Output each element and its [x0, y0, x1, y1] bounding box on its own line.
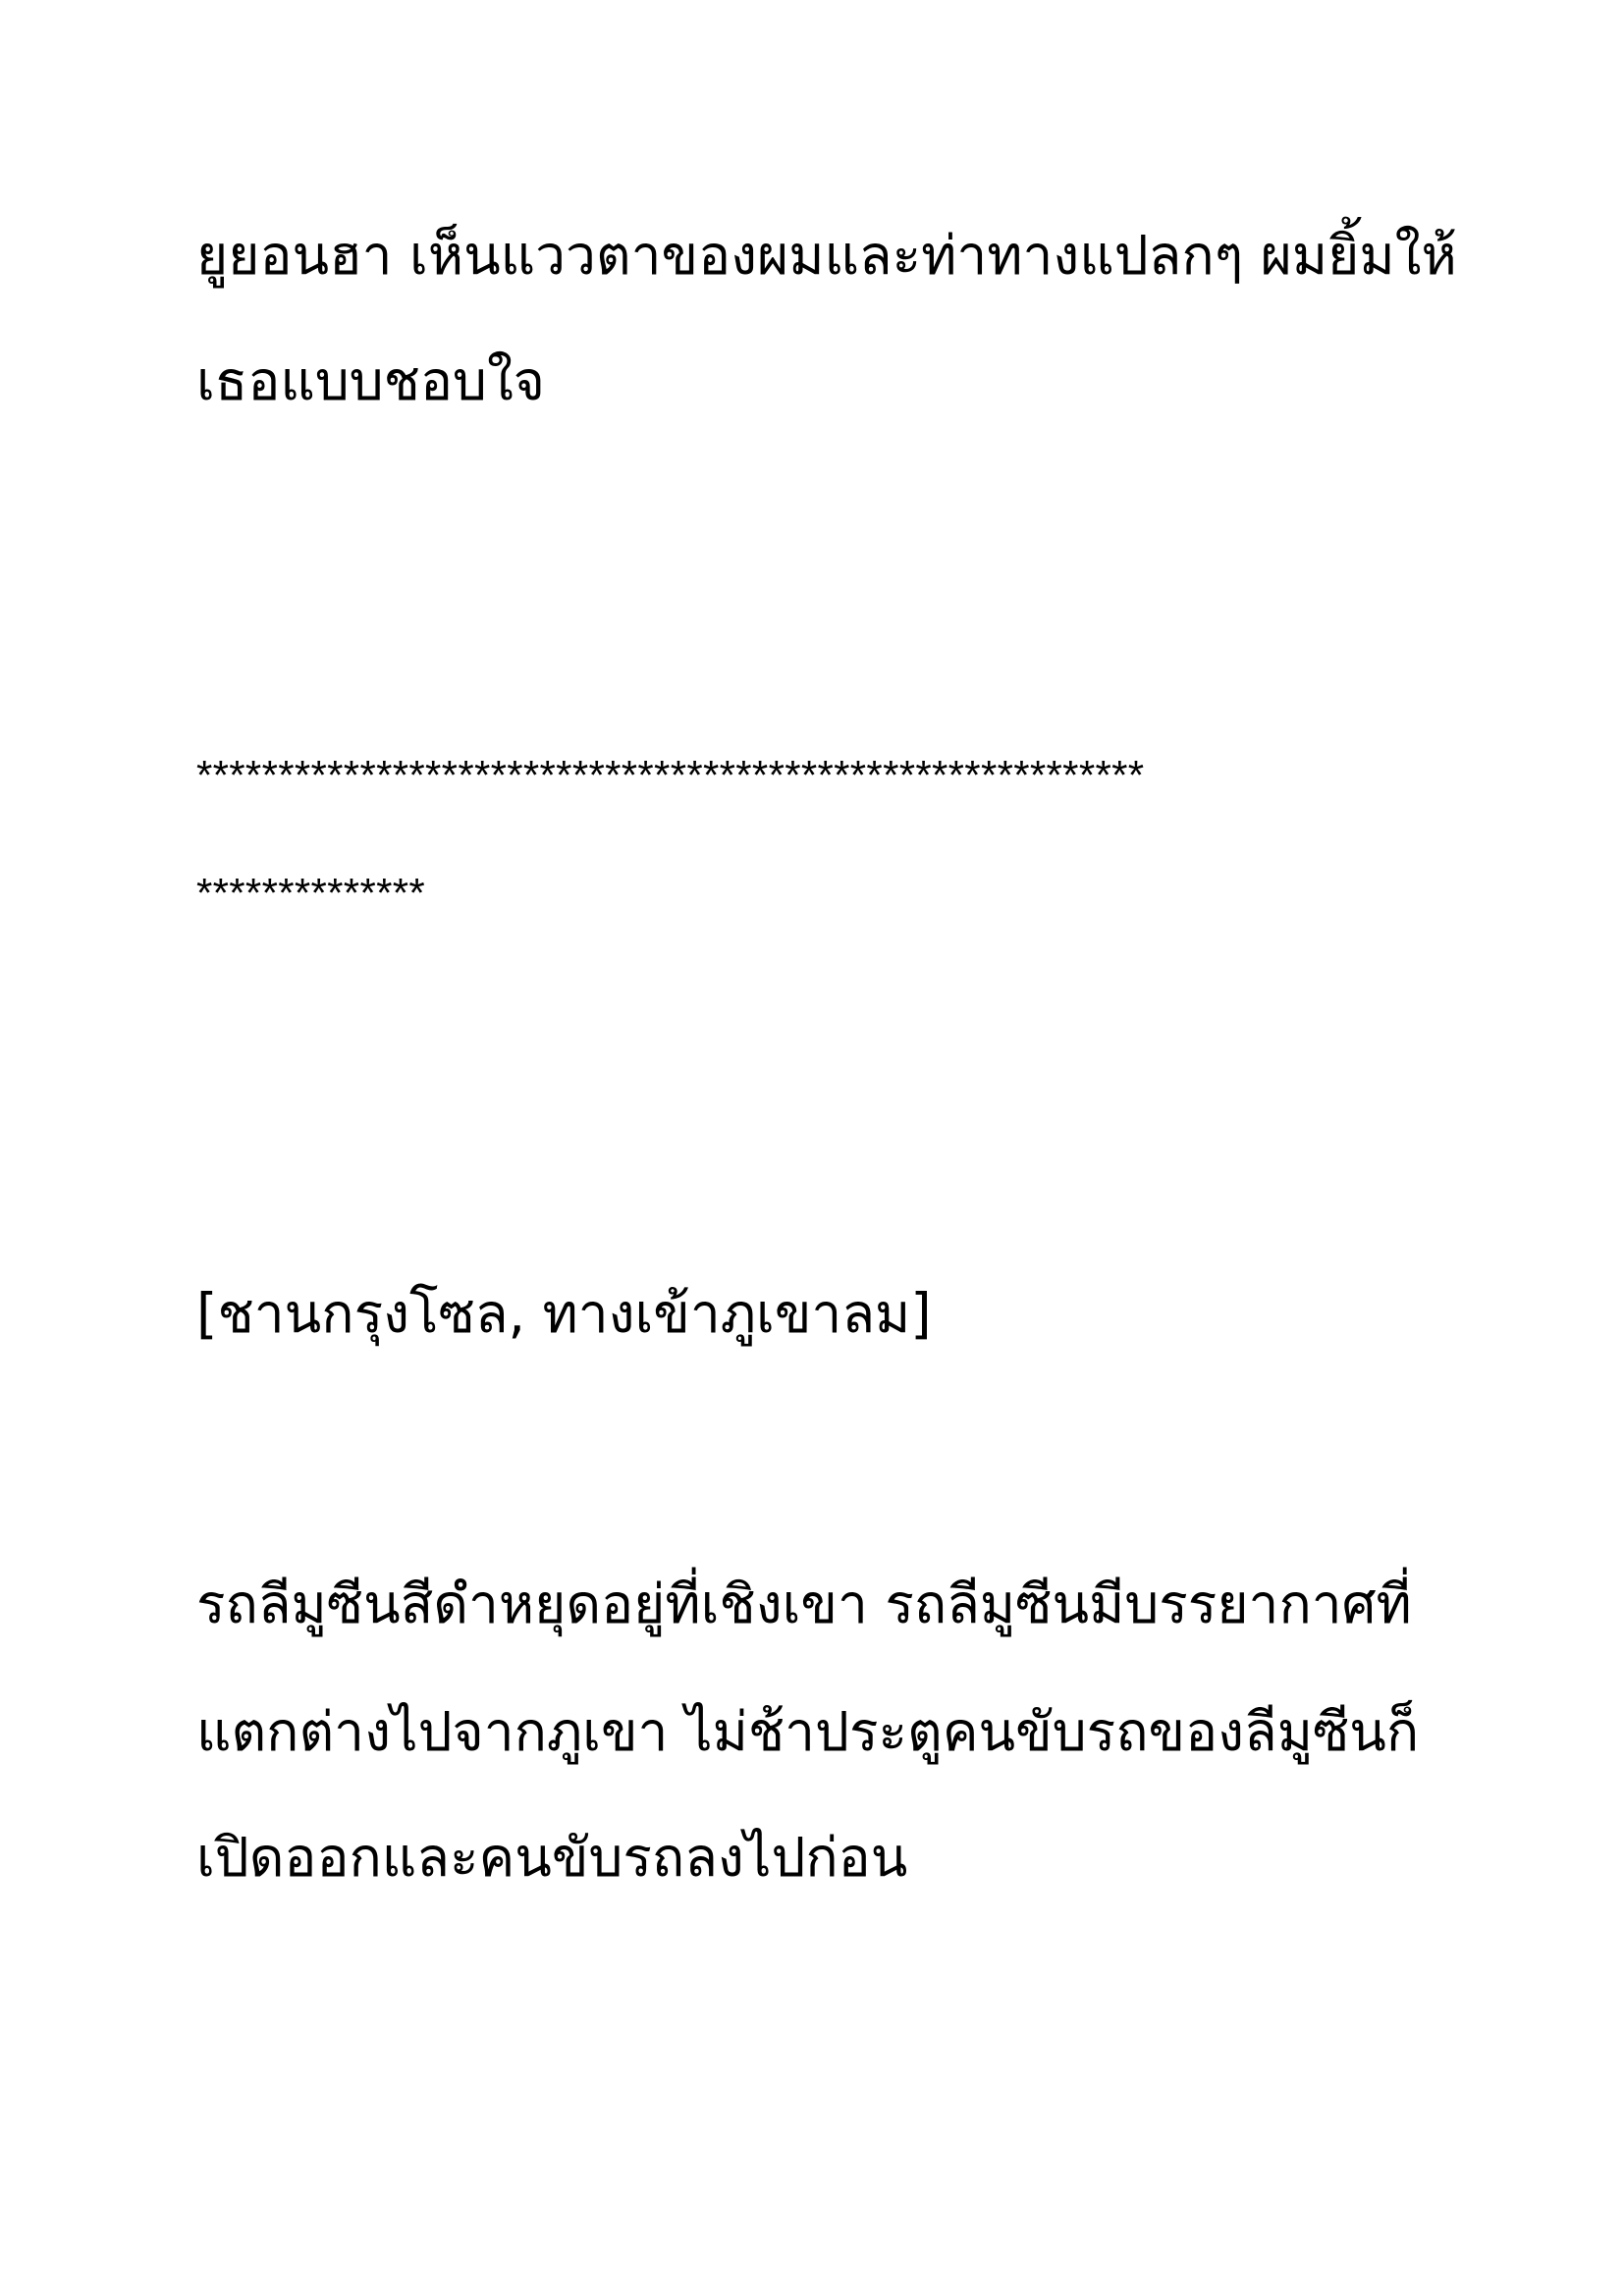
paragraph-1-line-1: ยูยอนฮา เห็นแววตาของผมและท่าทางแปลกๆ ผมยิ้มให้: [196, 224, 1457, 287]
paragraph-2-line-3: เปิดออกและคนขับรถลงไปก่อน: [196, 1826, 908, 1889]
paragraph-1-line-2: เธอแบบชอบใจ: [196, 349, 546, 412]
paragraph-2-line-2: แตกต่างไปจากภูเขา ไม่ช้าประตูคนขับรถของลีมูซีนก็: [196, 1700, 1420, 1763]
separator-line-2: **************: [196, 870, 426, 916]
scene-heading: [ชานกรุงโซล, ทางเข้าภูเขาลม]: [196, 1282, 932, 1345]
paragraph-2-line-1: รถลีมูซีนสีดำหยุดอยู่ที่เชิงเขา รถลีมูซีนมีบรรยากาศที่: [196, 1573, 1412, 1635]
separator-line-1: **********************************************************: [196, 752, 1145, 798]
